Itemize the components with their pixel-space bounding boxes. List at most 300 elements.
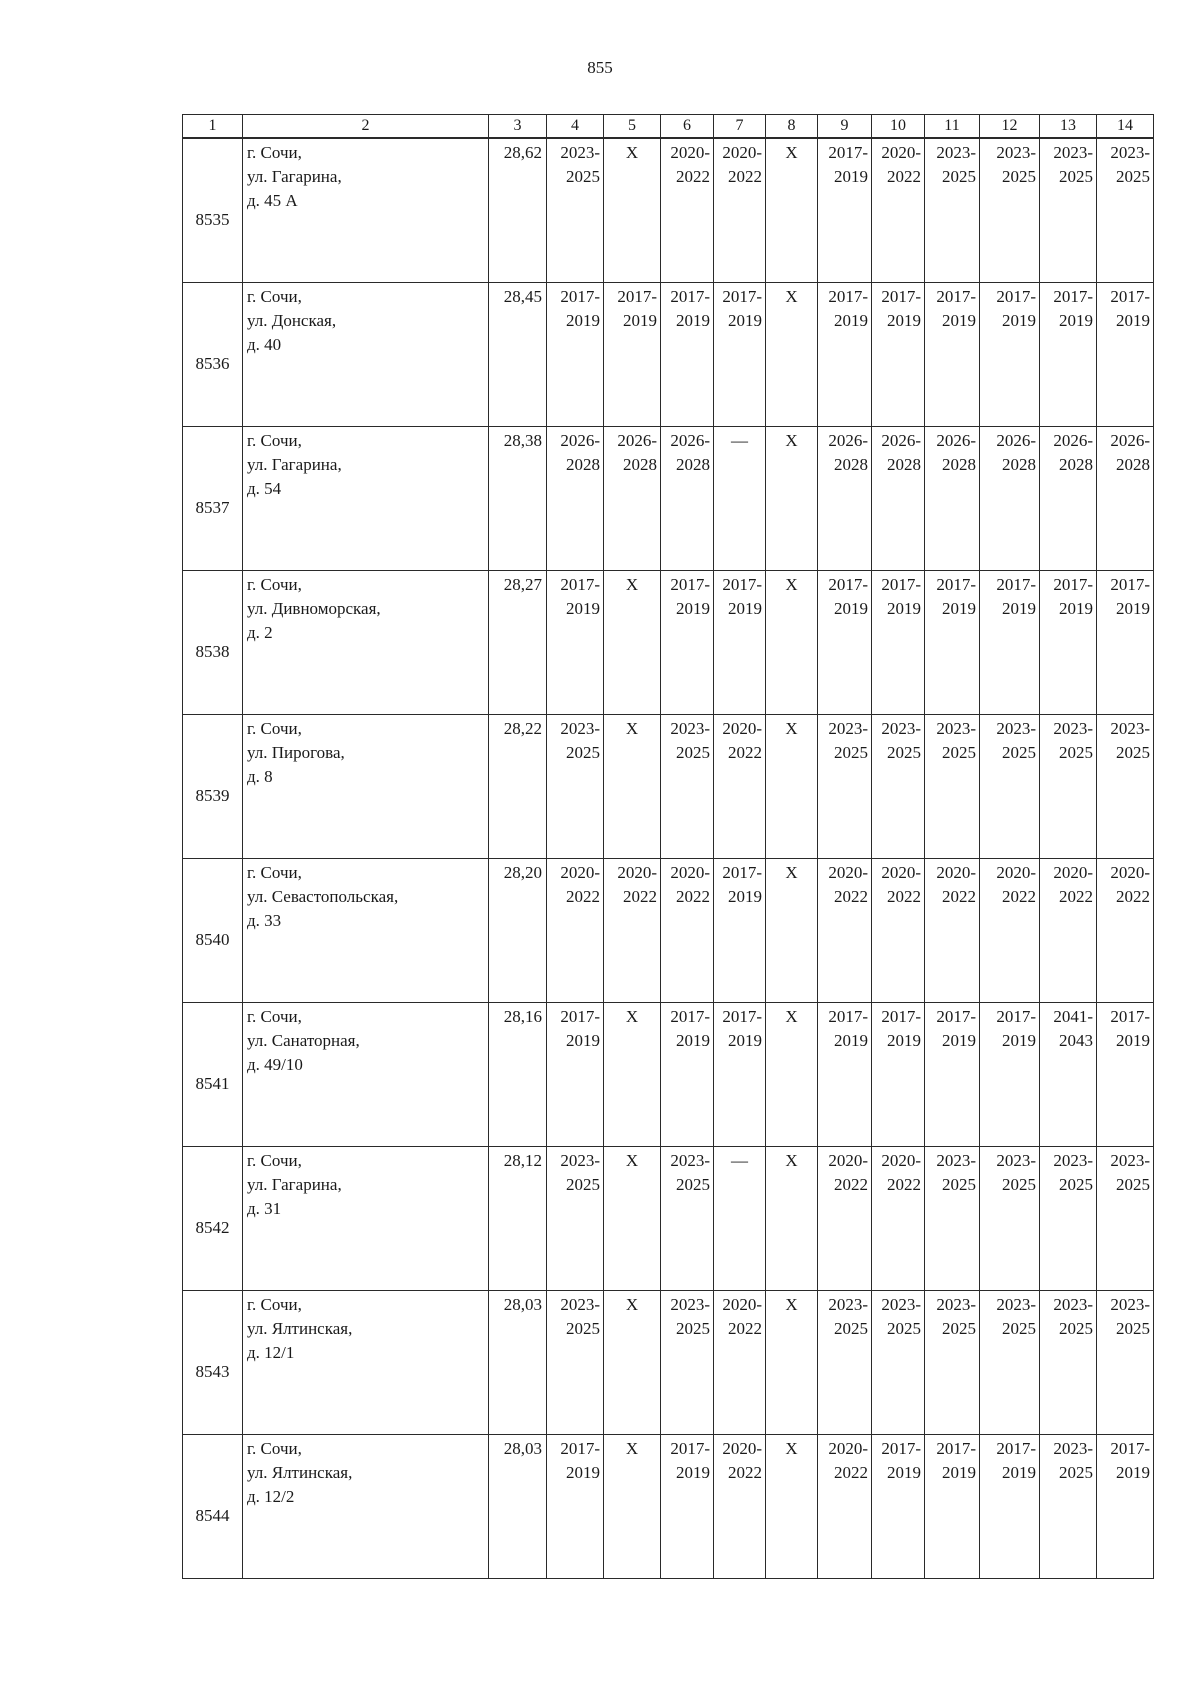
period-line: 2020-: [828, 1438, 868, 1458]
period-cell: [661, 426, 714, 570]
period-line: 2020-: [936, 862, 976, 882]
column-header: 5: [604, 115, 661, 139]
table-body: [183, 138, 1154, 1578]
period-line: 2020-: [1053, 862, 1093, 882]
period-line: 2017-: [670, 286, 710, 306]
address-cell: [243, 1146, 489, 1290]
period-line: 2019: [887, 1030, 921, 1050]
dash-cell: —: [714, 426, 766, 570]
period-cell: [661, 282, 714, 426]
table-row: [183, 1146, 1154, 1290]
period-line: 2020-: [722, 143, 762, 162]
period-cell: [1040, 282, 1097, 426]
period-line: 2025: [1059, 1174, 1093, 1194]
period-line: 2022: [1059, 886, 1093, 906]
row-number: 8540: [183, 858, 243, 1002]
period-cell: [661, 714, 714, 858]
row-number: 8539: [183, 714, 243, 858]
period-cell: [1097, 1146, 1154, 1290]
row-number: 8537: [183, 426, 243, 570]
period-line: 2019: [887, 310, 921, 330]
period-line: 2017-: [617, 286, 657, 306]
period-cell: [547, 1434, 604, 1578]
period-line: 2026-: [996, 430, 1036, 450]
period-cell: [925, 138, 980, 282]
period-cell: [1097, 858, 1154, 1002]
area-cell: 28,27: [489, 570, 547, 714]
period-line: 2017-: [996, 1438, 1036, 1458]
period-line: 2023-: [828, 1294, 868, 1314]
column-header: 4: [547, 115, 604, 139]
period-line: 2025: [942, 1318, 976, 1338]
period-line: 2017-: [881, 574, 921, 594]
period-line: 2025: [1002, 1174, 1036, 1194]
period-line: 2022: [728, 1318, 762, 1338]
period-cell: [925, 426, 980, 570]
period-line: 2023-: [996, 718, 1036, 738]
not-applicable-cell: X: [766, 1146, 818, 1290]
area-cell: 28,12: [489, 1146, 547, 1290]
table-row: [183, 1002, 1154, 1146]
period-line: 2019: [1116, 310, 1150, 330]
address-line: д. 12/2: [247, 1486, 295, 1506]
address-line: д. 2: [247, 622, 273, 642]
period-cell: [547, 1146, 604, 1290]
not-applicable-cell: X: [766, 714, 818, 858]
period-cell: [714, 1434, 766, 1578]
period-line: 2019: [887, 598, 921, 618]
address-line: г. Сочи,: [247, 430, 302, 450]
period-cell: [547, 426, 604, 570]
period-cell: [1097, 1434, 1154, 1578]
area-cell: 28,22: [489, 714, 547, 858]
period-cell: [872, 1146, 925, 1290]
period-line: 2023-: [560, 718, 600, 738]
period-cell: [872, 1290, 925, 1434]
period-line: 2017-: [560, 1438, 600, 1458]
period-line: 2025: [1059, 742, 1093, 762]
period-line: 2025: [1059, 167, 1093, 186]
period-line: 2020-: [881, 143, 921, 162]
period-cell: [1097, 570, 1154, 714]
row-number: 8536: [183, 282, 243, 426]
period-line: 2017-: [936, 1438, 976, 1458]
period-line: 2019: [942, 1462, 976, 1482]
period-line: 2020-: [828, 862, 868, 882]
address-cell: [243, 1434, 489, 1578]
period-line: 2023-: [1053, 718, 1093, 738]
period-line: 2017-: [828, 143, 868, 162]
address-line: ул. Севастопольская,: [247, 886, 399, 906]
period-line: 2017-: [560, 286, 600, 306]
not-applicable-cell: X: [766, 1434, 818, 1578]
column-header: 2: [243, 115, 489, 139]
period-cell: [872, 714, 925, 858]
period-line: 2017-: [1110, 1006, 1150, 1026]
period-line: 2026-: [936, 430, 976, 450]
address-line: д. 33: [247, 910, 282, 930]
period-line: 2020-: [996, 862, 1036, 882]
period-line: 2025: [1116, 167, 1150, 186]
period-line: 2017-: [881, 1438, 921, 1458]
period-line: 2022: [728, 742, 762, 762]
period-cell: [925, 1002, 980, 1146]
period-line: 2025: [1002, 1318, 1036, 1338]
address-cell: [243, 1002, 489, 1146]
period-line: 2020-: [881, 862, 921, 882]
period-line: 2025: [834, 1318, 868, 1338]
period-line: 2041-: [1053, 1006, 1093, 1026]
period-line: 2019: [728, 598, 762, 618]
address-line: д. 45 А: [247, 191, 298, 210]
period-line: 2025: [1116, 742, 1150, 762]
not-applicable-cell: X: [766, 1290, 818, 1434]
period-line: 2023-: [670, 718, 710, 738]
address-line: д. 49/10: [247, 1054, 303, 1074]
period-cell: [1097, 138, 1154, 282]
period-cell: [872, 1002, 925, 1146]
period-line: 2023-: [560, 1150, 600, 1170]
period-line: 2023-: [936, 1150, 976, 1170]
period-line: 2023-: [1053, 1294, 1093, 1314]
table-row: [183, 1434, 1154, 1578]
period-line: 2017-: [828, 286, 868, 306]
period-cell: [980, 1290, 1040, 1434]
period-line: 2023-: [560, 143, 600, 162]
row-number: 8538: [183, 570, 243, 714]
period-line: 2026-: [670, 430, 710, 450]
period-line: 2025: [1002, 167, 1036, 186]
period-line: 2019: [942, 1030, 976, 1050]
period-cell: [872, 282, 925, 426]
address-line: д. 31: [247, 1198, 282, 1218]
period-line: 2028: [1002, 454, 1036, 474]
period-line: 2019: [728, 886, 762, 906]
header-row: [183, 115, 1154, 139]
period-line: 2028: [566, 454, 600, 474]
column-header: 6: [661, 115, 714, 139]
period-cell: [604, 858, 661, 1002]
period-cell: [872, 1434, 925, 1578]
not-applicable-cell: X: [604, 570, 661, 714]
period-line: 2022: [834, 1462, 868, 1482]
period-line: 2019: [566, 1462, 600, 1482]
not-applicable-cell: X: [604, 1002, 661, 1146]
period-cell: [925, 1146, 980, 1290]
not-applicable-cell: X: [766, 138, 818, 282]
period-line: 2025: [942, 742, 976, 762]
address-line: г. Сочи,: [247, 286, 302, 306]
period-cell: [872, 138, 925, 282]
period-line: 2019: [834, 1030, 868, 1050]
period-line: 2019: [623, 310, 657, 330]
period-cell: [872, 426, 925, 570]
period-line: 2019: [566, 598, 600, 618]
period-cell: [980, 282, 1040, 426]
period-line: 2020-: [617, 862, 657, 882]
table-row: [183, 426, 1154, 570]
period-line: 2019: [676, 1462, 710, 1482]
period-cell: [980, 1146, 1040, 1290]
period-line: 2025: [887, 1318, 921, 1338]
period-line: 2025: [1116, 1174, 1150, 1194]
period-line: 2028: [1116, 454, 1150, 474]
period-line: 2025: [566, 742, 600, 762]
period-cell: [547, 1290, 604, 1434]
period-line: 2028: [834, 454, 868, 474]
period-line: 2019: [1059, 310, 1093, 330]
table-row: [183, 858, 1154, 1002]
period-line: 2023-: [996, 1150, 1036, 1170]
period-cell: [661, 858, 714, 1002]
period-line: 2019: [728, 1030, 762, 1050]
period-line: 2028: [1059, 454, 1093, 474]
address-line: г. Сочи,: [247, 1006, 302, 1026]
table-row: [183, 1290, 1154, 1434]
period-line: 2017-: [996, 1006, 1036, 1026]
period-line: 2023-: [828, 718, 868, 738]
address-line: д. 12/1: [247, 1342, 295, 1362]
period-line: 2020-: [722, 718, 762, 738]
period-cell: [547, 570, 604, 714]
address-line: ул. Гагарина,: [247, 1174, 342, 1194]
period-line: 2020-: [670, 862, 710, 882]
period-line: 2023-: [996, 1294, 1036, 1314]
period-line: 2020-: [722, 1438, 762, 1458]
period-line: 2023-: [1110, 143, 1150, 162]
period-cell: [818, 138, 872, 282]
period-line: 2017-: [722, 574, 762, 594]
column-header: 3: [489, 115, 547, 139]
period-line: 2025: [887, 742, 921, 762]
address-line: ул. Санаторная,: [247, 1030, 360, 1050]
period-line: 2025: [942, 167, 976, 186]
column-header: 7: [714, 115, 766, 139]
period-line: 2026-: [1053, 430, 1093, 450]
period-line: 2023-: [1110, 718, 1150, 738]
period-cell: [818, 570, 872, 714]
period-line: 2022: [676, 886, 710, 906]
period-line: 2022: [887, 886, 921, 906]
period-line: 2023-: [936, 718, 976, 738]
table-row: [183, 570, 1154, 714]
period-line: 2017-: [1053, 286, 1093, 306]
column-header: 12: [980, 115, 1040, 139]
period-line: 2017-: [1110, 286, 1150, 306]
period-line: 2022: [834, 886, 868, 906]
period-cell: [818, 714, 872, 858]
period-line: 2017-: [828, 1006, 868, 1026]
period-line: 2022: [566, 886, 600, 906]
period-line: 2026-: [617, 430, 657, 450]
address-line: г. Сочи,: [247, 1294, 302, 1314]
not-applicable-cell: X: [766, 1002, 818, 1146]
address-line: ул. Дивноморская,: [247, 598, 381, 618]
period-line: 2019: [1116, 1462, 1150, 1482]
period-cell: [980, 570, 1040, 714]
period-line: 2023-: [936, 1294, 976, 1314]
period-line: 2020-: [560, 862, 600, 882]
period-line: 2022: [728, 167, 762, 186]
period-cell: [980, 426, 1040, 570]
period-cell: [547, 714, 604, 858]
period-line: 2025: [566, 167, 600, 186]
period-line: 2023-: [670, 1294, 710, 1314]
period-cell: [1097, 1290, 1154, 1434]
period-cell: [818, 1290, 872, 1434]
period-cell: [1097, 426, 1154, 570]
address-cell: [243, 282, 489, 426]
period-line: 2023-: [936, 143, 976, 162]
period-line: 2019: [1002, 598, 1036, 618]
not-applicable-cell: X: [766, 858, 818, 1002]
period-line: 2022: [1116, 886, 1150, 906]
address-line: г. Сочи,: [247, 862, 302, 882]
period-line: 2020-: [1110, 862, 1150, 882]
period-line: 2022: [887, 1174, 921, 1194]
period-cell: [661, 138, 714, 282]
period-line: 2022: [1002, 886, 1036, 906]
address-line: д. 8: [247, 766, 273, 786]
period-cell: [818, 1002, 872, 1146]
period-cell: [925, 1434, 980, 1578]
period-cell: [1097, 282, 1154, 426]
period-cell: [661, 570, 714, 714]
period-cell: [1040, 1146, 1097, 1290]
period-line: 2017-: [828, 574, 868, 594]
address-cell: [243, 858, 489, 1002]
table-row: [183, 282, 1154, 426]
period-cell: [980, 138, 1040, 282]
period-cell: [714, 714, 766, 858]
period-cell: [1040, 426, 1097, 570]
period-line: 2025: [1059, 1318, 1093, 1338]
period-line: 2019: [942, 310, 976, 330]
period-cell: [661, 1434, 714, 1578]
period-line: 2017-: [936, 1006, 976, 1026]
period-line: 2028: [676, 454, 710, 474]
period-line: 2022: [887, 167, 921, 186]
period-line: 2017-: [1053, 574, 1093, 594]
period-cell: [925, 714, 980, 858]
period-cell: [1040, 714, 1097, 858]
column-header: 1: [183, 115, 243, 139]
period-cell: [714, 1002, 766, 1146]
address-line: г. Сочи,: [247, 718, 302, 738]
period-line: 2017-: [670, 1006, 710, 1026]
period-line: 2019: [1116, 598, 1150, 618]
area-cell: 28,16: [489, 1002, 547, 1146]
row-number: 8542: [183, 1146, 243, 1290]
page-number: 855: [587, 58, 613, 77]
period-line: 2023-: [670, 1150, 710, 1170]
address-line: ул. Ялтинская,: [247, 1318, 353, 1338]
not-applicable-cell: X: [604, 1146, 661, 1290]
column-header: 10: [872, 115, 925, 139]
period-cell: [1040, 570, 1097, 714]
period-line: 2023-: [560, 1294, 600, 1314]
period-line: 2017-: [722, 1006, 762, 1026]
period-line: 2043: [1059, 1030, 1093, 1050]
period-line: 2020-: [881, 1150, 921, 1170]
period-line: 2020-: [670, 143, 710, 162]
address-line: ул. Гагарина,: [247, 167, 342, 186]
address-cell: [243, 570, 489, 714]
period-line: 2017-: [996, 574, 1036, 594]
period-line: 2025: [566, 1318, 600, 1338]
area-cell: 28,03: [489, 1434, 547, 1578]
period-line: 2020-: [828, 1150, 868, 1170]
period-line: 2025: [1059, 1462, 1093, 1482]
period-cell: [661, 1002, 714, 1146]
period-line: 2022: [623, 886, 657, 906]
address-line: г. Сочи,: [247, 574, 302, 594]
column-header: 8: [766, 115, 818, 139]
not-applicable-cell: X: [604, 1434, 661, 1578]
period-cell: [604, 426, 661, 570]
not-applicable-cell: X: [604, 138, 661, 282]
period-cell: [1040, 1002, 1097, 1146]
period-line: 2019: [1059, 598, 1093, 618]
address-cell: [243, 138, 489, 282]
period-line: 2022: [676, 167, 710, 186]
area-cell: 28,03: [489, 1290, 547, 1434]
period-line: 2025: [676, 742, 710, 762]
address-line: д. 54: [247, 478, 282, 498]
period-line: 2019: [942, 598, 976, 618]
period-cell: [818, 282, 872, 426]
period-cell: [547, 858, 604, 1002]
period-line: 2025: [1116, 1318, 1150, 1338]
period-line: 2023-: [1053, 1150, 1093, 1170]
area-cell: 28,20: [489, 858, 547, 1002]
registry-table: [182, 114, 1154, 1579]
period-cell: [1040, 858, 1097, 1002]
period-line: 2017-: [936, 574, 976, 594]
address-line: ул. Донская,: [247, 310, 337, 330]
period-cell: [818, 858, 872, 1002]
address-cell: [243, 426, 489, 570]
not-applicable-cell: X: [766, 426, 818, 570]
area-cell: 28,45: [489, 282, 547, 426]
period-cell: [1040, 1290, 1097, 1434]
period-line: 2017-: [722, 286, 762, 306]
row-number: 8543: [183, 1290, 243, 1434]
table-row: [183, 138, 1154, 282]
period-line: 2019: [566, 310, 600, 330]
not-applicable-cell: X: [604, 1290, 661, 1434]
period-line: 2023-: [1110, 1150, 1150, 1170]
period-line: 2017-: [1110, 574, 1150, 594]
period-cell: [714, 138, 766, 282]
period-line: 2028: [942, 454, 976, 474]
period-line: 2017-: [670, 574, 710, 594]
not-applicable-cell: X: [604, 714, 661, 858]
period-cell: [872, 858, 925, 1002]
period-line: 2017-: [881, 286, 921, 306]
period-cell: [1040, 138, 1097, 282]
period-line: 2019: [834, 310, 868, 330]
period-line: 2022: [728, 1462, 762, 1482]
period-line: 2019: [566, 1030, 600, 1050]
period-line: 2019: [1002, 1030, 1036, 1050]
not-applicable-cell: X: [766, 570, 818, 714]
period-line: 2025: [676, 1318, 710, 1338]
period-cell: [661, 1290, 714, 1434]
period-line: 2023-: [1110, 1294, 1150, 1314]
period-line: 2017-: [996, 286, 1036, 306]
period-line: 2023-: [1053, 1438, 1093, 1458]
